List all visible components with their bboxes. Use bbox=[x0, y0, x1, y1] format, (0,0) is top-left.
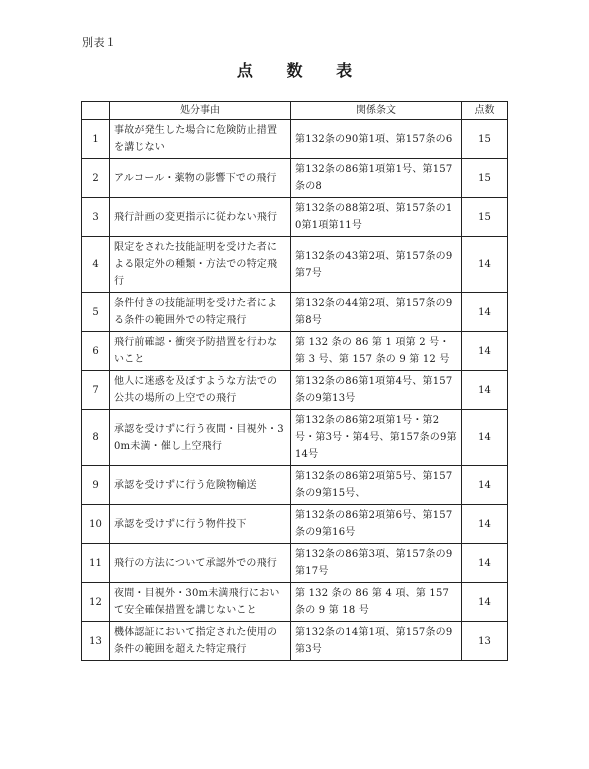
row-article: 第132条の44第2項、第157条の9第8号 bbox=[291, 293, 462, 332]
row-points: 15 bbox=[462, 198, 508, 237]
row-article: 第 132 条の 86 第 4 項、第 157 条の 9 第 18 号 bbox=[291, 583, 462, 622]
table-body bbox=[82, 120, 508, 661]
row-points: 14 bbox=[462, 544, 508, 583]
row-reason: 機体認証において指定された使用の条件の範囲を超えた特定飛行 bbox=[110, 622, 291, 661]
row-reason: 承認を受けずに行う夜間・目視外・30m未満・催し上空飛行 bbox=[110, 410, 291, 466]
row-article: 第132条の90第1項、第157条の6 bbox=[291, 120, 462, 159]
row-number: 1 bbox=[82, 120, 110, 159]
row-article: 第132条の88第2項、第157条の10第1項第11号 bbox=[291, 198, 462, 237]
row-article: 第 132 条の 86 第 1 項第 2 号・第 3 号、第 157 条の 9 第 12 号 bbox=[291, 332, 462, 371]
row-reason: 他人に迷惑を及ぼすような方法での公共の場所の上空での飛行 bbox=[110, 371, 291, 410]
row-points: 14 bbox=[462, 583, 508, 622]
table-row bbox=[82, 505, 508, 544]
row-points: 15 bbox=[462, 159, 508, 198]
row-number: 6 bbox=[82, 332, 110, 371]
table-row bbox=[82, 622, 508, 661]
row-number: 2 bbox=[82, 159, 110, 198]
table-row bbox=[82, 466, 508, 505]
row-points: 14 bbox=[462, 293, 508, 332]
row-reason: 限定をされた技能証明を受けた者による限定外の種類・方法での特定飛行 bbox=[110, 237, 291, 293]
row-article: 第132条の43第2項、第157条の9第7号 bbox=[291, 237, 462, 293]
row-points: 13 bbox=[462, 622, 508, 661]
table-header-row bbox=[82, 102, 508, 120]
row-number: 13 bbox=[82, 622, 110, 661]
header-number bbox=[82, 102, 110, 120]
row-number: 7 bbox=[82, 371, 110, 410]
row-article: 第132条の86第1項第4号、第157条の9第13号 bbox=[291, 371, 462, 410]
row-number: 11 bbox=[82, 544, 110, 583]
row-reason: 夜間・目視外・30m未満飛行において安全確保措置を講じないこと bbox=[110, 583, 291, 622]
table-row bbox=[82, 159, 508, 198]
row-reason: 事故が発生した場合に危険防止措置を講じない bbox=[110, 120, 291, 159]
row-reason: 飛行前確認・衝突予防措置を行わないこと bbox=[110, 332, 291, 371]
row-article: 第132条の86第2項第6号、第157条の9第16号 bbox=[291, 505, 462, 544]
row-points: 14 bbox=[462, 332, 508, 371]
row-reason: 承認を受けずに行う危険物輸送 bbox=[110, 466, 291, 505]
row-article: 第132条の86第3項、第157条の9第17号 bbox=[291, 544, 462, 583]
table-row bbox=[82, 293, 508, 332]
row-reason: 飛行の方法について承認外での飛行 bbox=[110, 544, 291, 583]
row-points: 14 bbox=[462, 505, 508, 544]
table-row bbox=[82, 237, 508, 293]
table-row bbox=[82, 332, 508, 371]
row-points: 14 bbox=[462, 237, 508, 293]
row-number: 4 bbox=[82, 237, 110, 293]
table-row bbox=[82, 371, 508, 410]
table-row bbox=[82, 583, 508, 622]
row-points: 14 bbox=[462, 371, 508, 410]
row-article: 第132条の86第2項第1号・第2号・第3号・第4号、第157条の9第14号 bbox=[291, 410, 462, 466]
page-title: 点 数 表 bbox=[236, 61, 367, 80]
row-article: 第132条の86第2項第5号、第157条の9第15号、 bbox=[291, 466, 462, 505]
table-row bbox=[82, 198, 508, 237]
header-article: 関係条文 bbox=[291, 102, 462, 120]
table-row bbox=[82, 410, 508, 466]
row-points: 14 bbox=[462, 410, 508, 466]
table-row bbox=[82, 544, 508, 583]
row-points: 15 bbox=[462, 120, 508, 159]
row-number: 8 bbox=[82, 410, 110, 466]
page-label: 別表１ bbox=[82, 36, 117, 49]
header-reason: 処分事由 bbox=[110, 102, 291, 120]
row-number: 3 bbox=[82, 198, 110, 237]
row-number: 5 bbox=[82, 293, 110, 332]
row-article: 第132条の14第1項、第157条の9第3号 bbox=[291, 622, 462, 661]
table-row bbox=[82, 120, 508, 159]
row-reason: 飛行計画の変更指示に従わない飛行 bbox=[110, 198, 291, 237]
row-points: 14 bbox=[462, 466, 508, 505]
row-number: 10 bbox=[82, 505, 110, 544]
points-table bbox=[81, 101, 508, 661]
header-points: 点数 bbox=[462, 102, 508, 120]
row-reason: 承認を受けずに行う物件投下 bbox=[110, 505, 291, 544]
row-reason: アルコール・薬物の影響下での飛行 bbox=[110, 159, 291, 198]
row-number: 9 bbox=[82, 466, 110, 505]
row-number: 12 bbox=[82, 583, 110, 622]
row-article: 第132条の86第1項第1号、第157条の8 bbox=[291, 159, 462, 198]
row-reason: 条件付きの技能証明を受けた者による条件の範囲外での特定飛行 bbox=[110, 293, 291, 332]
